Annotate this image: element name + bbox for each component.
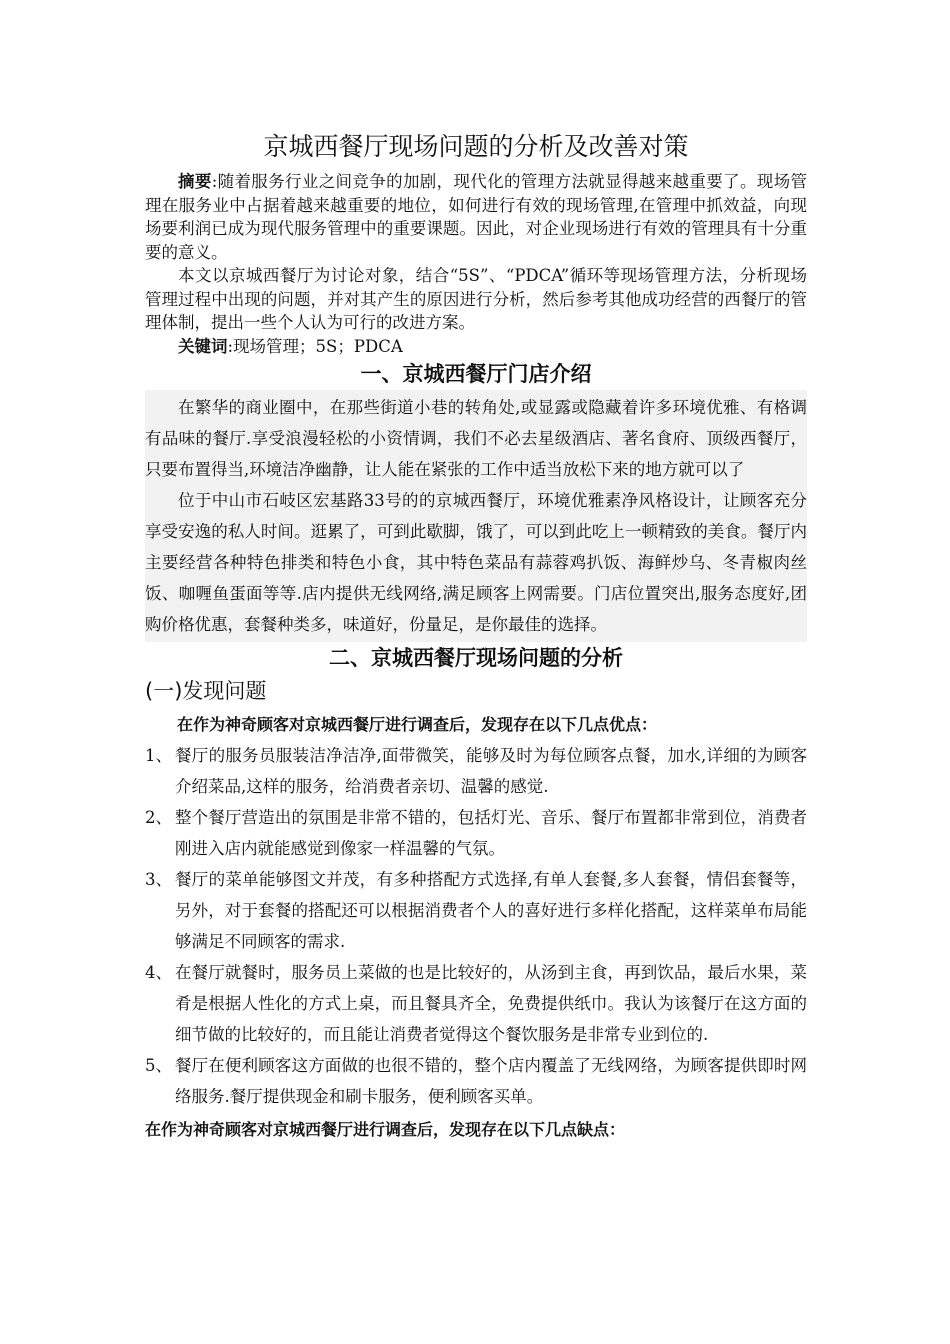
list-item-text: 餐厅在便利顾客这方面做的也很不错的，整个店内覆盖了无线网络，为顾客提供即时网络服务.餐厅提供现金和刷卡服务，便利顾客买单。 [175,1056,807,1106]
list-item [145,957,807,1050]
list-item-number: 4、 [145,963,172,982]
advantages-list [145,740,807,1112]
section-2-heading: 二、京城西餐厅现场问题的分析 [329,646,623,670]
disadvantages-lead: 在作为神奇顾客对京城西餐厅进行调查后，发现存在以下几点缺点： [145,1120,626,1139]
list-item-number: 5、 [145,1056,172,1075]
document-body [145,130,807,1146]
list-item-number: 1、 [145,746,172,765]
abstract-paragraph-2: 本文以京城西餐厅为讨论对象，结合“5S”、“PDCA”循环等现场管理方法，分析现场管理过程中出现的问题，并对其产生的原因进行分析，然后参考其他成功经营的西餐厅的管理体制，提出一些个人认为可行的改进方案。 [145,266,807,332]
intro-paragraph-2: 位于中山市石岐区宏基路33号的的京城西餐厅，环境优雅素净风格设计，让顾客充分享受安逸的私人时间。逛累了，可到此歇脚，饿了，可以到此吃上一顿精致的美食。餐厅内主要经营各种特色排类和特色小食，其中特色菜品有蒜蓉鸡扒饭、海鲜炒乌、冬青椒肉丝饭、咖喱鱼蛋面等等.店内提供无线网络,满足顾客上网需要。门店位置突出,服务态度好,团购价格优惠，套餐种类多，味道好，份量足，是你最佳的选择。 [145,491,807,634]
keywords-label: 关键词 [178,336,228,356]
keywords-text: :现场管理；5S；PDCA [227,336,403,356]
intro-paragraph-1: 在繁华的商业圈中，在那些街道小巷的转角处,或显露或隐藏着许多环境优雅、有格调有品味的餐厅.享受浪漫轻松的小资情调，我们不必去星级酒店、著名食府、顶级西餐厅，只要布置得当,环境洁净幽静，让人能在紧张的工作中适当放松下来的地方就可以了 [145,398,807,479]
list-item-number: 2、 [145,808,172,827]
abstract-paragraph [145,170,807,264]
subsection-heading: (一)发现问题 [145,679,267,703]
advantages-lead: 在作为神奇顾客对京城西餐厅进行调查后，发现存在以下几点优点： [177,715,658,734]
list-item [145,740,807,802]
list-item-text: 在餐厅就餐时，服务员上菜做的也是比较好的，从汤到主食，再到饮品，最后水果，菜肴是根据人性化的方式上桌，而且餐具齐全，免费提供纸巾。我认为该餐厅在这方面的细节做的比较好的，而且能让消费者觉得这个餐饮服务是非常专业到位的. [175,963,807,1044]
list-item [145,1050,807,1112]
abstract-label: 摘要 [178,172,212,191]
list-item-text: 餐厅的菜单能够图文并茂，有多种搭配方式选择,有单人套餐,多人套餐，情侣套餐等，另外，对于套餐的搭配还可以根据消费者个人的喜好进行多样化搭配，这样菜单布局能够满足不同顾客的需求. [175,870,807,951]
list-item-number: 3、 [145,870,172,889]
list-item-text: 整个餐厅营造出的氛围是非常不错的，包括灯光、音乐、餐厅布置都非常到位，消费者刚进入店内就能感觉到像家一样温馨的气氛。 [175,808,807,858]
list-item-text: 餐厅的服务员服装洁净洁净,面带微笑，能够及时为每位顾客点餐，加水,详细的为顾客介绍菜品,这样的服务，给消费者亲切、温馨的感觉. [175,746,807,796]
list-item [145,864,807,957]
list-item [145,802,807,864]
keywords-paragraph [145,335,807,359]
abstract-text: :随着服务行业之间竞争的加剧，现代化的管理方法就显得越来越重要了。现场管理在服务业中占据着越来越重要的地位，如何进行有效的现场管理,在管理中抓效益，向现场要利润已成为现代服务管理中的重要课题。因此，对企业现场进行有效的管理具有十分重要的意义。 [145,172,808,262]
document-title: 京城西餐厅现场问题的分析及改善对策 [263,132,689,161]
section-1-heading: 一、京城西餐厅门店介绍 [360,362,592,386]
store-intro-block [145,390,807,642]
